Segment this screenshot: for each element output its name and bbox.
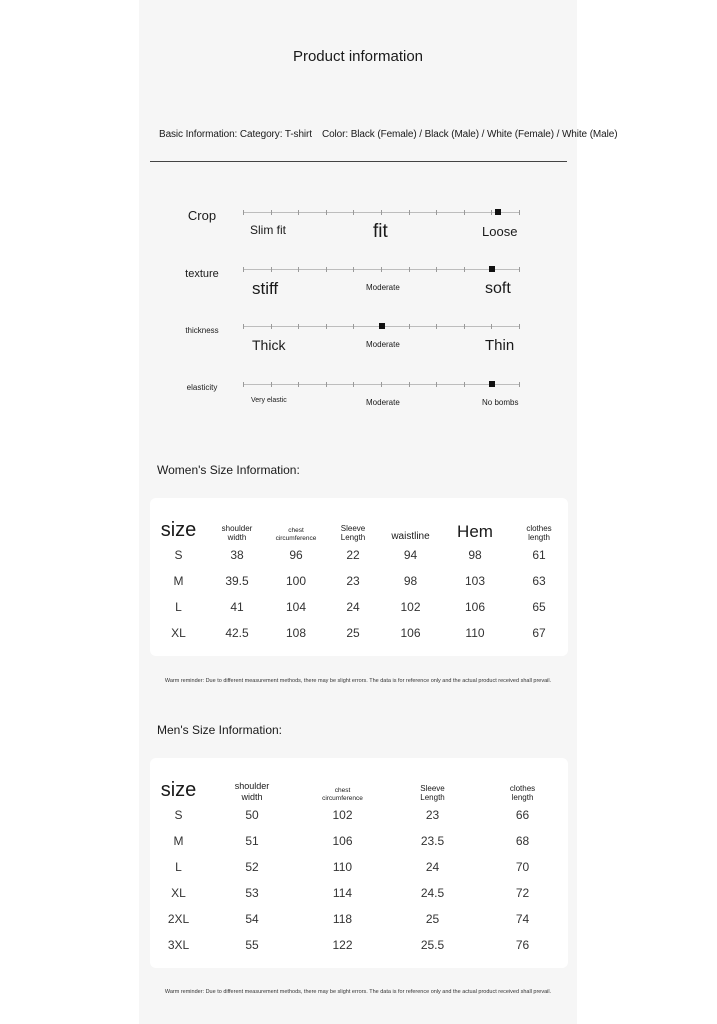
table-cell: 2XL: [167, 912, 190, 926]
table-cell: L: [175, 860, 182, 874]
table-cell: XL: [171, 626, 186, 640]
table-row: [150, 828, 568, 854]
table-cell: L: [175, 600, 182, 614]
table-cell: 63: [532, 574, 546, 588]
table-row: [150, 880, 568, 906]
table-cell: 72: [515, 886, 530, 900]
table-cell: 22: [346, 548, 360, 562]
table-row: [150, 802, 568, 828]
scale-tick: [519, 382, 520, 387]
scale-tick: [409, 382, 410, 387]
scale-tick: [271, 382, 272, 387]
table-cell: 42.5: [225, 626, 249, 640]
scale-tick: [519, 267, 520, 272]
scale-tick: [243, 267, 244, 272]
attr-option-soft: soft: [485, 280, 511, 297]
table-cell: 94: [403, 548, 418, 562]
table-cell: 68: [515, 834, 530, 848]
header-size: size: [160, 779, 197, 801]
header-shoulder-width: shoulder width: [234, 781, 270, 802]
attr-option-no-bombs: No bombs: [482, 398, 519, 407]
scale-tick: [464, 382, 465, 387]
table-cell: 23.5: [420, 834, 445, 848]
attr-option-moderate: Moderate: [366, 283, 400, 292]
table-cell: 24.5: [420, 886, 445, 900]
table-cell: 24: [425, 860, 440, 874]
table-row: [150, 854, 568, 880]
table-cell: 67: [532, 626, 546, 640]
divider: [150, 161, 567, 162]
scale-tick: [519, 210, 520, 215]
table-cell: 23: [346, 574, 360, 588]
attr-option-thick: Thick: [252, 337, 286, 353]
scale-tick: [409, 210, 410, 215]
table-cell: 74: [515, 912, 530, 926]
scale-tick: [436, 382, 437, 387]
scale-tick: [409, 267, 410, 272]
scale-tick: [243, 382, 244, 387]
table-row: [150, 542, 568, 568]
scale-tick: [409, 324, 410, 329]
table-cell: 54: [245, 912, 259, 926]
table-cell: 100: [285, 574, 307, 588]
scale-tick: [271, 267, 272, 272]
table-cell: 25: [425, 912, 440, 926]
scale-tick: [353, 324, 354, 329]
header-shoulder-width: shoulder width: [221, 523, 253, 542]
level-marker: [495, 209, 501, 215]
basic-information: [159, 129, 617, 140]
level-marker: [489, 381, 495, 387]
level-marker: [379, 323, 385, 329]
men-warm-reminder: Warm reminder: Due to different measurement methods, there may be slight errors. The data is for reference only and the actual product received shall prevail.: [164, 989, 552, 995]
scale-tick: [243, 210, 244, 215]
scale-tick: [243, 324, 244, 329]
table-cell: 3XL: [167, 938, 190, 952]
table-cell: 96: [289, 548, 303, 562]
scale-tick: [491, 210, 492, 215]
table-cell: 110: [465, 626, 485, 640]
table-row: [150, 932, 568, 958]
table-cell: M: [173, 574, 184, 588]
attr-scale-texture: [243, 269, 520, 270]
table-cell: 24: [346, 600, 360, 614]
scale-tick: [381, 210, 382, 215]
attr-scale-crop: [243, 212, 520, 213]
header-sleeve-length: Sleeve Length: [340, 523, 366, 542]
attr-option-fit: fit: [373, 221, 388, 242]
table-cell: 98: [403, 574, 418, 588]
table-cell: 104: [285, 600, 307, 614]
table-cell: 122: [332, 938, 353, 952]
scale-tick: [271, 324, 272, 329]
level-marker: [489, 266, 495, 272]
table-cell: 51: [245, 834, 259, 848]
scale-tick: [353, 267, 354, 272]
table-cell: 39.5: [225, 574, 249, 588]
women-size-title: Women's Size Information:: [157, 463, 300, 477]
table-row: [150, 594, 568, 620]
table-cell: 52: [245, 860, 259, 874]
table-cell: XL: [171, 886, 186, 900]
attr-option-moderate: Moderate: [366, 398, 400, 407]
scale-tick: [298, 382, 299, 387]
header-chest-circumference: chest circumference: [322, 787, 363, 802]
table-cell: 66: [515, 808, 530, 822]
table-cell: 23: [425, 808, 440, 822]
table-cell: 98: [468, 548, 482, 562]
table-cell: 103: [464, 574, 486, 588]
table-cell: M: [173, 834, 184, 848]
table-cell: 61: [532, 548, 546, 562]
scale-tick: [519, 324, 520, 329]
scale-tick: [436, 210, 437, 215]
header-chest-circumference: chest circumference: [275, 527, 317, 542]
page-title: Product information: [292, 48, 424, 65]
attr-option-very-elastic: Very elastic: [251, 397, 287, 404]
table-row: [150, 620, 568, 646]
attr-option-stiff: stiff: [252, 279, 279, 298]
scale-tick: [381, 382, 382, 387]
table-cell: 108: [285, 626, 307, 640]
attr-option-moderate: Moderate: [366, 340, 400, 349]
header-hem: Hem: [457, 522, 493, 542]
table-cell: 76: [515, 938, 530, 952]
table-cell: 25.5: [420, 938, 445, 952]
table-cell: 106: [464, 600, 486, 614]
table-cell: S: [174, 548, 183, 562]
table-cell: 41: [230, 600, 244, 614]
header-clothes-length: clothes length: [526, 523, 552, 542]
table-cell: 118: [332, 912, 353, 926]
table-cell: 53: [245, 886, 259, 900]
scale-tick: [436, 267, 437, 272]
table-cell: 106: [332, 834, 353, 848]
scale-tick: [353, 382, 354, 387]
table-cell: 55: [245, 938, 259, 952]
attr-scale-thickness: [243, 326, 520, 327]
table-row: [150, 568, 568, 594]
color-info: Color: Black (Female) / Black (Male) / White (Female) / White (Male): [321, 129, 618, 140]
attr-label-crop: Crop: [187, 208, 217, 223]
table-cell: 106: [400, 626, 421, 640]
men-size-title: Men's Size Information:: [157, 723, 283, 737]
scale-tick: [491, 324, 492, 329]
women-warm-reminder: Warm reminder: Due to different measurement methods, there may be slight errors. The data is for reference only and the actual product received shall prevail.: [164, 678, 552, 684]
header-size: size: [160, 519, 197, 541]
scale-tick: [298, 324, 299, 329]
category-info: Basic Information: Category: T-shirt: [159, 129, 312, 140]
scale-tick: [436, 324, 437, 329]
scale-tick: [298, 210, 299, 215]
scale-tick: [326, 210, 327, 215]
attr-label-thickness: thickness: [185, 326, 219, 335]
women-size-table: [150, 517, 568, 646]
table-cell: S: [174, 808, 183, 822]
attr-scale-elasticity: [243, 384, 520, 385]
attr-option-slim-fit: Slim fit: [250, 223, 286, 237]
table-cell: 50: [245, 808, 259, 822]
table-cell: 65: [532, 600, 546, 614]
men-size-card: [150, 758, 568, 968]
table-cell: 70: [515, 860, 530, 874]
table-cell: 38: [230, 548, 244, 562]
table-cell: 114: [332, 886, 353, 900]
men-size-table: [150, 777, 568, 958]
scale-tick: [381, 267, 382, 272]
scale-tick: [326, 382, 327, 387]
table-cell: 102: [332, 808, 353, 822]
scale-tick: [353, 210, 354, 215]
table-row: [150, 906, 568, 932]
scale-tick: [326, 267, 327, 272]
table-cell: 102: [400, 600, 421, 614]
scale-tick: [271, 210, 272, 215]
header-sleeve-length: Sleeve Length: [420, 783, 445, 802]
table-cell: 25: [346, 626, 360, 640]
scale-tick: [464, 324, 465, 329]
header-clothes-length: clothes length: [509, 783, 536, 802]
scale-tick: [464, 267, 465, 272]
scale-tick: [298, 267, 299, 272]
scale-tick: [464, 210, 465, 215]
attr-option-loose: Loose: [482, 224, 518, 239]
attr-label-elasticity: elasticity: [186, 383, 218, 392]
women-size-card: [150, 498, 568, 656]
header-waistline: waistline: [391, 530, 430, 542]
attr-label-texture: texture: [185, 268, 219, 280]
table-cell: 110: [332, 860, 353, 874]
scale-tick: [326, 324, 327, 329]
attr-option-thin: Thin: [485, 337, 515, 354]
